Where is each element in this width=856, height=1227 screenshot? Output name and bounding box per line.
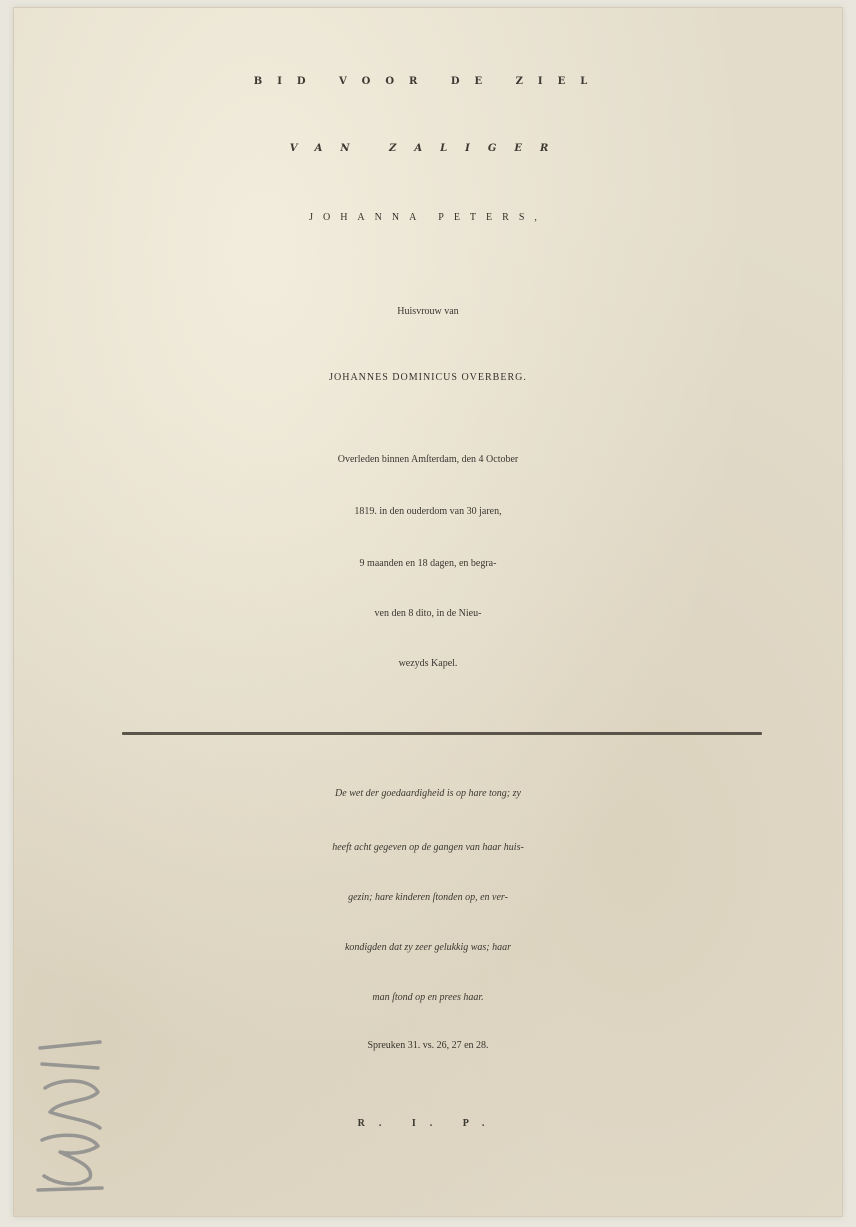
details-line: Overleden binnen Amſterdam, den 4 October xyxy=(337,454,519,465)
verse-line: heeft acht gegeven op de gangen van haar huis- xyxy=(332,842,524,853)
details-line: ven den 8 dito, in de Nieu- xyxy=(374,608,482,619)
divider-rule xyxy=(122,732,762,735)
verse-line: gezin; hare kinderen ſtonden op, en ver- xyxy=(348,892,508,903)
heading-prayer-for-soul: BID VOOR DE ZIEL xyxy=(253,76,603,87)
spouse-name: JOHANNES DOMINICUS OVERBERG. xyxy=(329,372,527,383)
verse-line: man ſtond op en prees haar. xyxy=(372,992,484,1003)
details-line: 1819. in den ouderdom van 30 jaren, xyxy=(354,506,502,517)
verse-line: De wet der goedaardigheid is op hare tong; zy xyxy=(335,788,521,799)
details-line: wezyds Kapel. xyxy=(398,658,458,669)
details-line: 9 maanden en 18 dagen, en begra- xyxy=(359,558,497,569)
memorial-card xyxy=(14,8,842,1216)
scripture-reference: Spreuken 31. vs. 26, 27 en 28. xyxy=(367,1040,489,1051)
verse-line: kondigden dat zy zeer gelukkig was; haar xyxy=(344,942,512,953)
rip-closing: R. I. P. xyxy=(357,1118,499,1129)
handwritten-pencil-number xyxy=(20,1028,110,1198)
heading-of-the-late: VAN ZALIGER xyxy=(289,143,567,154)
relation-label: Huisvrouw van xyxy=(397,306,459,317)
deceased-name: JOHANNA PETERS, xyxy=(309,212,547,223)
